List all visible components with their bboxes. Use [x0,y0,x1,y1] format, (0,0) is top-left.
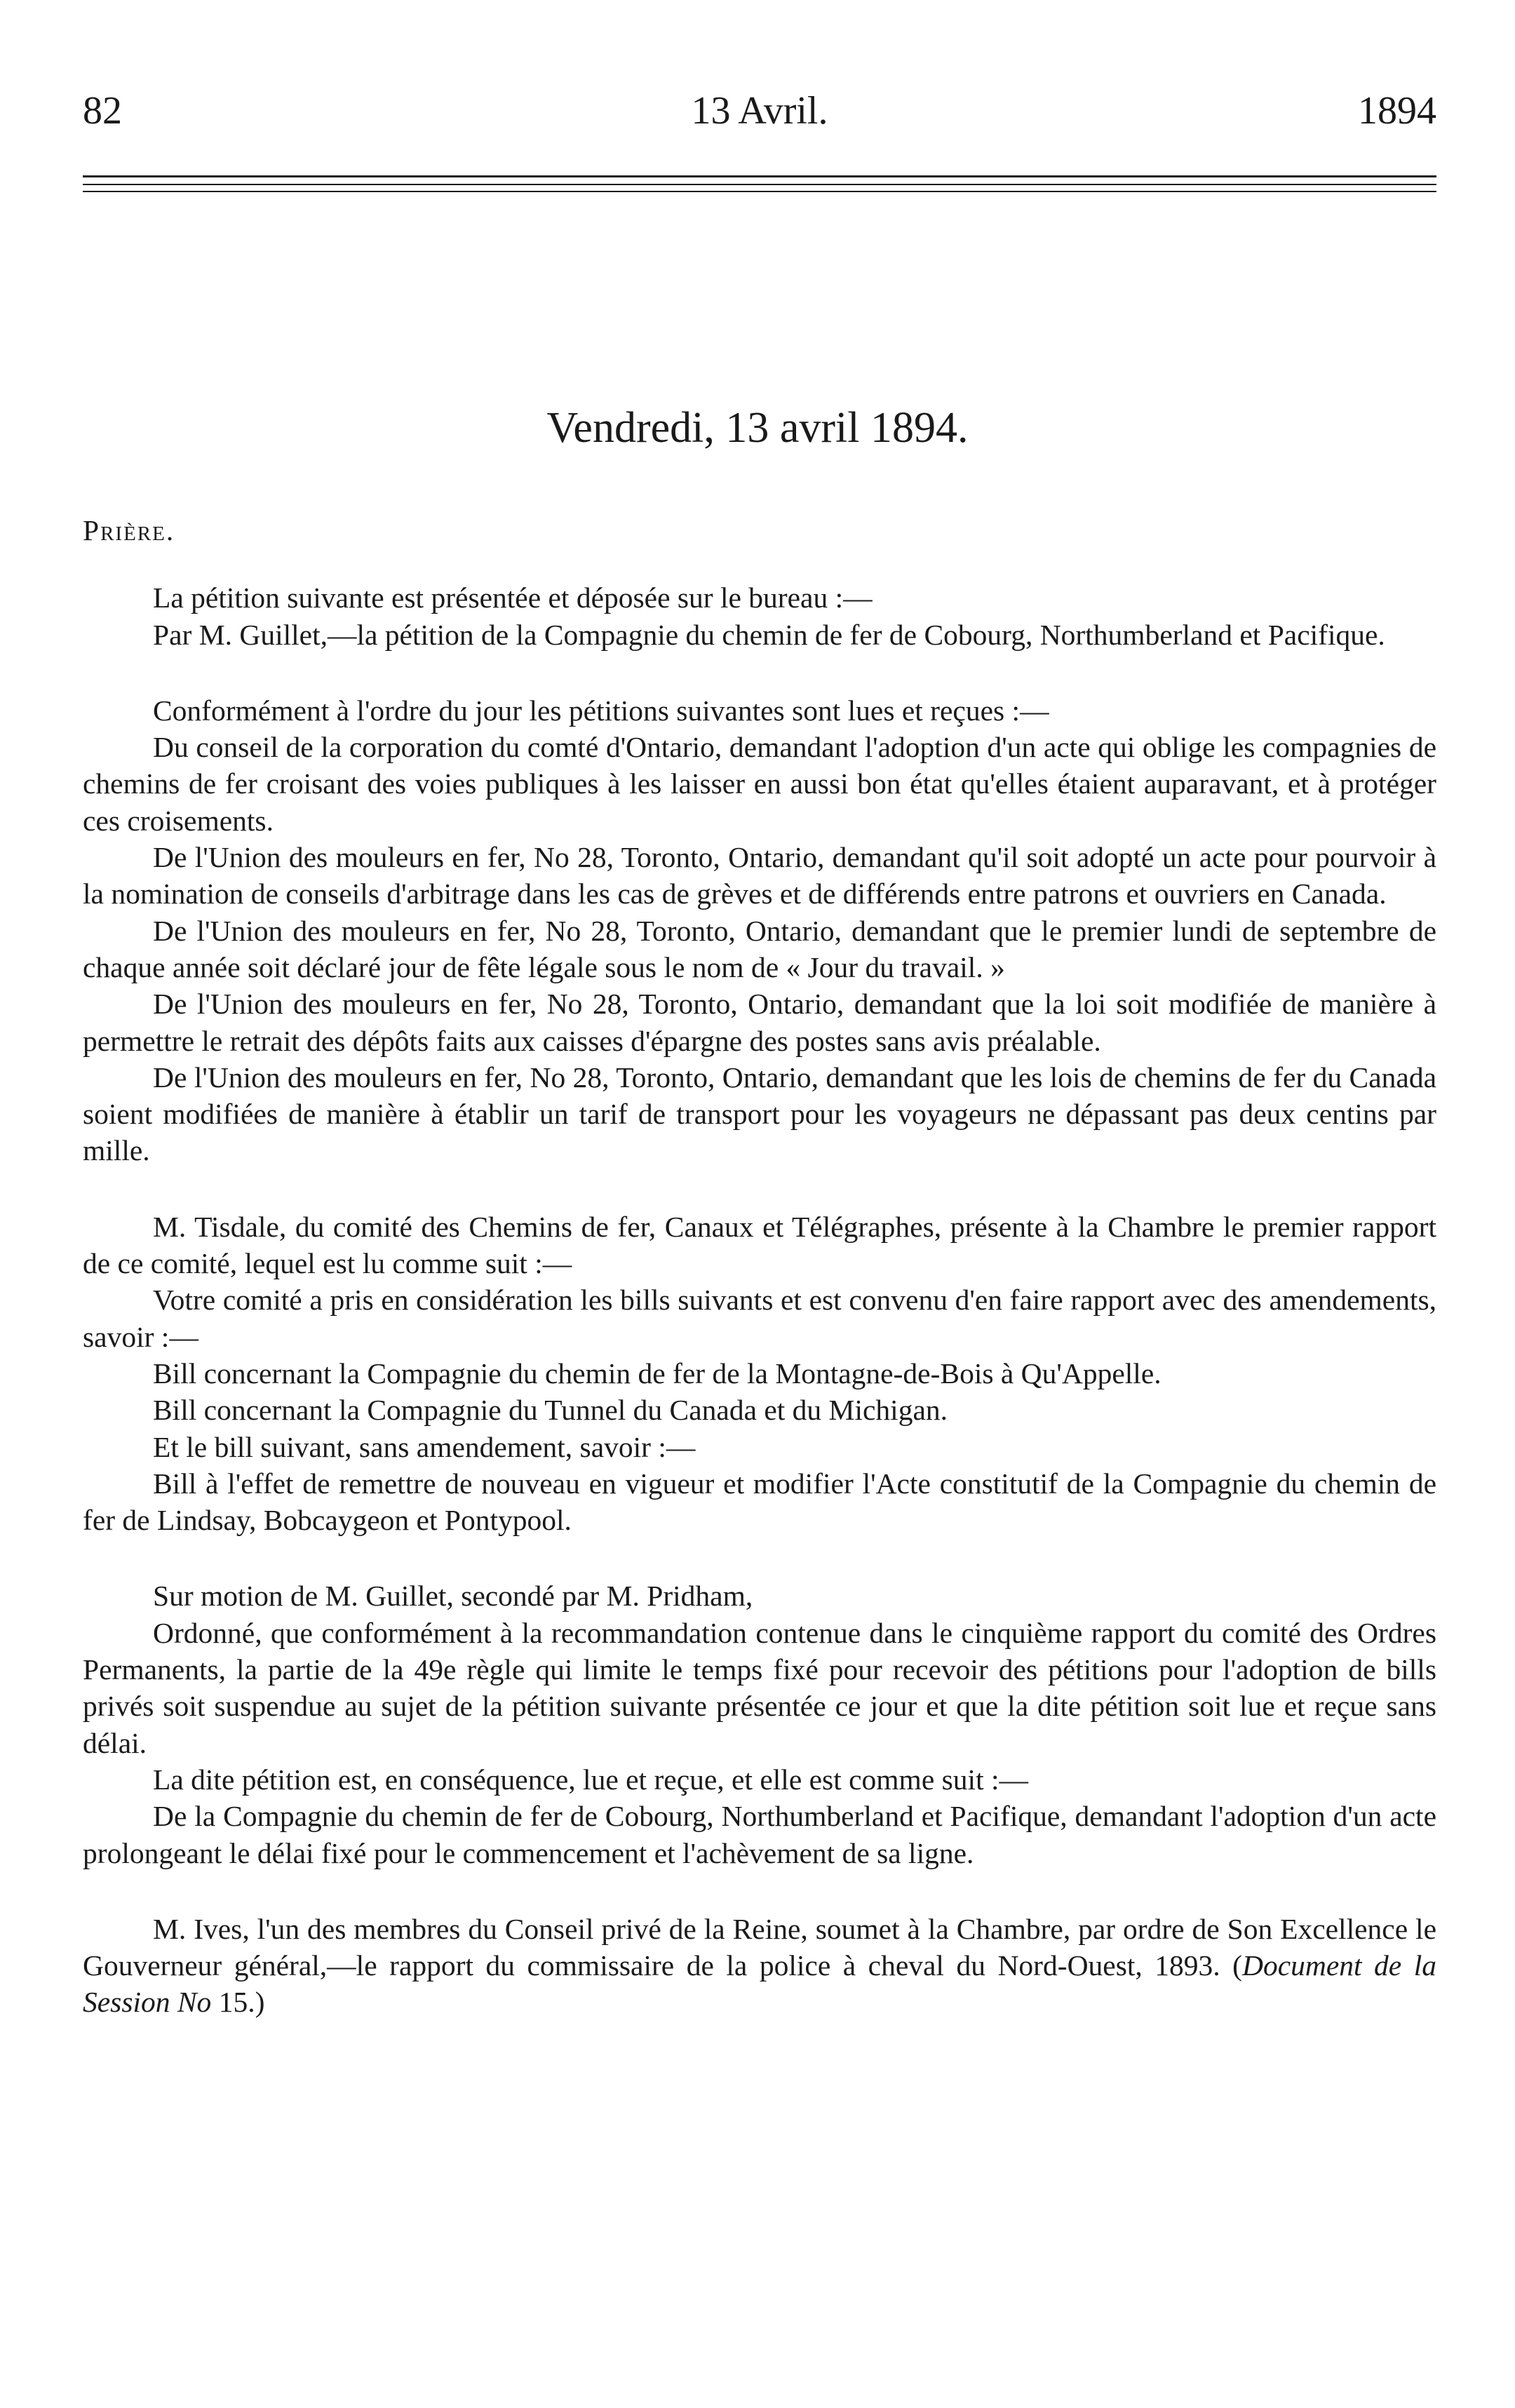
paragraph: Bill à l'effet de remettre de nouveau en vigueur et modifier l'Acte constitutif de la Compagnie du chemin de fer de Lindsay, Bobcaygeon et Pontypool. [83,1467,1436,1537]
sitting-date-title: Vendredi, 13 avril 1894. [546,404,969,452]
header-date: 13 Avril. [691,89,828,133]
paragraph: Par M. Guillet,—la pétition de la Compagnie du chemin de fer de Cobourg, Northumberland et Pacifique. [153,618,1385,651]
header-rule [83,184,1436,185]
session-document-number: 15.) [211,1986,265,2019]
header-rule [83,175,1436,177]
paragraph: Ordonné, que conformément à la recommandation contenue dans le cinquième rapport du comité des Ordres Permanents, la partie de la 49e règle qui limite le temps fixé pour recevoir des pétitions pour l'adoption de bills privés soit suspendue au sujet de la pétition suivante présentée ce jour et que la dite pétition soit lue et reçue sans délai. [83,1616,1436,1759]
header-rule [83,191,1436,192]
session-document-label: Document de la Session No [83,1949,1436,2019]
paragraph: Et le bill suivant, sans amendement, savoir :— [153,1430,696,1463]
paragraph: M. Tisdale, du comité des Chemins de fer, Canaux et Télégraphes, présente à la Chambre le premier rapport de ce comité, lequel est lu comme suit :— [83,1210,1436,1280]
paragraph: Sur motion de M. Guillet, secondé par M. Pridham, [153,1580,753,1613]
page-number: 82 [83,89,122,133]
citation-open: ( [1220,1949,1242,1982]
paragraph: Bill concernant la Compagnie du Tunnel du Canada et du Michigan. [153,1394,948,1427]
header-year: 1894 [1358,89,1436,133]
page-header [83,83,1436,139]
paragraph: De la Compagnie du chemin de fer de Cobourg, Northumberland et Pacifique, demandant l'adoption d'un acte prolongeant le délai fixé pour le commencement et l'achèvement de sa ligne. [83,1800,1436,1869]
paragraph: Votre comité a pris en considération les bills suivants et est convenu d'en faire rapport avec des amendements, savoir :— [83,1284,1436,1353]
paragraph: La pétition suivante est présentée et déposée sur le bureau :— [153,581,873,614]
paragraph: De l'Union des mouleurs en fer, No 28, Toronto, Ontario, demandant que le premier lundi de septembre de chaque année soit déclaré jour de fête légale sous le nom de « Jour du travail. » [83,914,1436,983]
paragraph: De l'Union des mouleurs en fer, No 28, Toronto, Ontario, demandant qu'il soit adopté un acte pour pourvoir à la nomination de conseils d'arbitrage dans les cas de grèves et de différends entre patrons et ouvriers en Canada. [83,841,1436,910]
final-paragraph [83,1911,1436,2021]
journal-body [83,512,1436,2021]
paragraph: La dite pétition est, en conséquence, lue et reçue, et elle est comme suit :— [153,1763,1028,1796]
paragraph: Conformément à l'ordre du jour les pétitions suivantes sont lues et reçues :— [153,694,1049,727]
paragraph: Bill concernant la Compagnie du chemin de fer de la Montagne-de-Bois à Qu'Appelle. [153,1357,1162,1390]
prayer-heading: Prière. [83,514,175,546]
paragraph: De l'Union des mouleurs en fer, No 28, Toronto, Ontario, demandant que la loi soit modifiée de manière à permettre le retrait des dépôts faits aux caisses d'épargne des postes sans avis préalable. [83,988,1436,1057]
paragraph-text: M. Ives, l'un des membres du Conseil privé de la Reine, soumet à la Chambre, par ordre de Son Excellence le Gouverneur général,—le rapport du commissaire de la police à cheval du Nord-Ouest, 1893. [83,1912,1436,1982]
paragraph: Du conseil de la corporation du comté d'Ontario, demandant l'adoption d'un acte qui oblige les compagnies de chemins de fer croisant des voies publiques à les laisser en aussi bon état qu'elles étaient auparavant, et à protéger ces croisements. [83,731,1436,837]
paragraph: De l'Union des mouleurs en fer, No 28, Toronto, Ontario, demandant que les lois de chemins de fer du Canada soient modifiées de manière à établir un tarif de transport pour les voyageurs ne dépassant pas deux centins par mille. [83,1061,1436,1167]
